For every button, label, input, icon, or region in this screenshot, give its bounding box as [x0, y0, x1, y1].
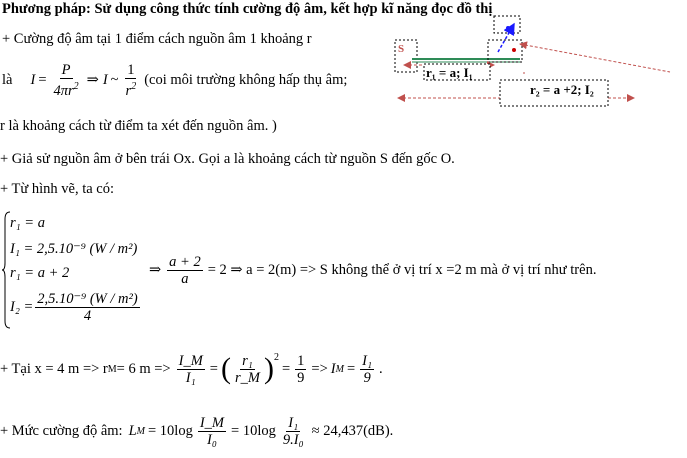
- paren-close: ): [263, 352, 274, 385]
- formula-arrow: ⇒: [86, 71, 99, 88]
- note-line: r là khoảng cách từ điểm ta xét đến nguồn âm. ): [0, 118, 277, 134]
- heading: Phương pháp: Sử dụng công thức tính cường độ âm, kết hợp kĩ năng đọc đồ thị: [2, 1, 493, 17]
- assumption-line: + Giả sử nguồn âm ở bên trái Ox. Gọi a là khoảng cách từ nguồn S đến gốc O.: [0, 151, 455, 167]
- formula-den: [52, 79, 81, 99]
- IM-symbol: I: [330, 360, 336, 377]
- ratio-r1-rM: [233, 353, 262, 386]
- top-dot: [506, 26, 510, 30]
- formula-fraction: [52, 62, 81, 99]
- level-prefix: + Mức cường độ âm:: [0, 423, 123, 439]
- implication-num: a + 2: [169, 254, 201, 270]
- point-M-sub: M: [107, 363, 117, 375]
- system-I2-fraction: [35, 291, 139, 324]
- ratio-I1-den: 9: [363, 369, 371, 386]
- distance-diagram: [390, 14, 687, 114]
- implication-rest: = 2 ⇒ a = 2(m) => S không thể ở vị trí x =2 m mà ở vị trí như trên.: [207, 262, 597, 278]
- level-result: ≈ 24,437(dB).: [311, 423, 394, 439]
- diag-arrow: [520, 44, 670, 72]
- point-M-eq2: =: [281, 360, 291, 377]
- paren-open: (: [220, 352, 231, 385]
- r1-label: r₁ = a; I₁: [426, 65, 473, 80]
- formula-den-sup: 2: [73, 81, 79, 92]
- formula-prefix: là: [2, 71, 13, 88]
- formula-I: I: [30, 71, 36, 88]
- implication-arrow: ⇒: [149, 262, 162, 278]
- LM-symbol: L: [128, 423, 137, 439]
- point-M-prefix: + Tại x = 4 m => r: [0, 360, 108, 377]
- implication: [149, 254, 596, 287]
- ratio-I1-num: I₁: [362, 352, 372, 369]
- point-M-end: .: [379, 360, 383, 377]
- system-r1: r₁ = a: [10, 215, 45, 231]
- blue-arrow: [498, 24, 514, 52]
- implication-fraction: [167, 254, 203, 287]
- ratio-r1-num: r₁: [242, 352, 253, 369]
- level-frac1-num: I_M: [199, 415, 225, 431]
- power-2: 2: [273, 352, 279, 363]
- IM-sub: M: [335, 363, 344, 375]
- level-frac1-den: I₀: [206, 432, 217, 448]
- ratio-one-ninth: [295, 353, 306, 386]
- ratio-IM-I1: [177, 353, 205, 386]
- point-M-eq: =: [209, 360, 218, 377]
- level-eq2: = 10log: [231, 423, 276, 439]
- ratio-IM-num: I_M: [178, 352, 203, 369]
- formula-sim: ~: [110, 71, 119, 88]
- from-figure-line: + Từ hình vẽ, ta có:: [0, 181, 115, 197]
- system-I2-den: 4: [83, 308, 92, 324]
- top-box: [494, 16, 520, 33]
- level-frac2-num: I₁: [288, 415, 299, 431]
- point-M-arrow: =>: [311, 360, 328, 377]
- formula-line: [2, 62, 347, 99]
- system-I2-left: I₂ =: [10, 299, 34, 315]
- system-I2: [10, 291, 142, 324]
- source-label: S: [398, 43, 405, 55]
- ratio-I1-9: [360, 353, 374, 386]
- LM-sub: M: [136, 426, 145, 437]
- system-I2-num: 2,5.10⁻⁹ (W / m²): [37, 291, 138, 307]
- ratio-r1-den: r_M: [234, 369, 260, 386]
- intro-line: + Cường độ âm tại 1 điểm cách nguồn âm 1 khoảng r: [2, 31, 312, 47]
- point-M-line: [0, 352, 383, 386]
- implication-den: a: [181, 271, 189, 287]
- level-line: [0, 415, 393, 448]
- formula-note: (coi môi trường không hấp thụ âm;: [144, 71, 348, 88]
- formula-den2-sup: 2: [131, 81, 137, 92]
- level-eq1: = 10log: [148, 423, 193, 439]
- r2-label: r₂ = a +2; I₂: [530, 82, 594, 97]
- system-I1: I₁ = 2,5.10⁻⁹ (W / m²): [10, 241, 138, 257]
- system-r1b: r₁ = a + 2: [10, 265, 70, 281]
- formula-den-text: 4πr: [53, 82, 74, 99]
- formula-fraction-2: [124, 62, 139, 99]
- point-M-mid: = 6 m =>: [116, 360, 171, 377]
- formula-eq: =: [38, 71, 47, 88]
- point-dot: [512, 48, 516, 52]
- formula-num-2: 1: [127, 62, 135, 78]
- level-frac1: [198, 415, 226, 448]
- formula-num: P: [61, 62, 71, 78]
- ratio-9-den: 9: [297, 369, 305, 386]
- ratio-1-num: 1: [297, 352, 305, 369]
- level-frac2-den: 9.I₀: [282, 432, 304, 448]
- ratio-IM-den: I₁: [185, 369, 196, 386]
- formula-den-2: [124, 79, 139, 99]
- formula-I2: I: [102, 71, 108, 88]
- formula-den2-text: r: [125, 82, 132, 99]
- point-M-eq3: =: [346, 360, 356, 377]
- level-frac2: [281, 415, 306, 448]
